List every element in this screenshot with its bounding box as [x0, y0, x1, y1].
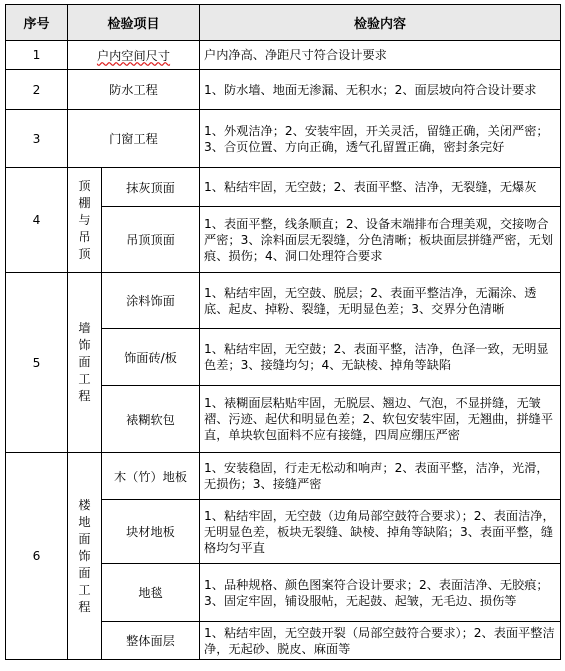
- row-subitem: 涂料饰面: [102, 273, 200, 329]
- row-subitem: 吊顶顶面: [102, 207, 200, 273]
- row-subitem: 抹灰顶面: [102, 168, 200, 207]
- row-item: 防水工程: [68, 70, 200, 110]
- table-row: [6, 273, 561, 329]
- table-row: [6, 41, 561, 70]
- row-seq: 1: [6, 41, 68, 70]
- table-row: [6, 110, 561, 168]
- row-content: 户内净高、净距尺寸符合设计要求: [200, 41, 561, 70]
- row-seq: 4: [6, 168, 68, 273]
- table-row: [6, 168, 561, 207]
- row-seq: 2: [6, 70, 68, 110]
- row-content: 1、粘结牢固，无空鼓、脱层；2、表面平整洁净，无漏涂、透底、起皮、掉粉、裂缝，无明显色差；3、交界分色清晰: [200, 273, 561, 329]
- row-content: 1、外观洁净；2、安装牢固，开关灵活，留缝正确，关闭严密；3、合页位置、方向正确，透气孔留置正确，密封条完好: [200, 110, 561, 168]
- row-content: 1、裱糊面层粘贴牢固，无脱层、翘边、气泡，不显拼缝，无皱褶、污迹、起伏和明显色差；2、软包安装牢固，无翘曲，拼缝平直，单块软包面料不应有接缝，四周应绷压严密: [200, 386, 561, 453]
- row-content: 1、表面平整，线条顺直；2、设备末端排布合理美观，交接吻合严密；3、涂料面层无裂缝，分色清晰；板块面层拼缝严密，无划痕、损伤；4、洞口处理符合要求: [200, 207, 561, 273]
- table-header-row: [6, 5, 561, 41]
- table-row: [6, 70, 561, 110]
- row-content: 1、粘结牢固，无空鼓（边角局部空鼓符合要求）；2、表面洁净，无明显色差，板块无裂缝、缺棱、掉角等缺陷；3、表面平整，缝格均匀平直: [200, 500, 561, 564]
- row-content: 1、粘结牢固，无空鼓；2、表面平整，洁净，色泽一致，无明显色差；3、接缝均匀；4、无缺棱、掉角等缺陷: [200, 329, 561, 386]
- row-content: 1、品种规格、颜色图案符合设计要求；2、表面洁净、无胶痕；3、固定牢固，铺设服帖，无起鼓、起皱，无毛边、损伤等: [200, 564, 561, 622]
- row-subitem: 饰面砖/板: [102, 329, 200, 386]
- row-subitem: 整体面层: [102, 622, 200, 660]
- row-content: 1、安装稳固，行走无松动和响声；2、表面平整，洁净，光滑，无损伤；3、接缝严密: [200, 453, 561, 500]
- row-subitem: 裱糊软包: [102, 386, 200, 453]
- header-item: 检验项目: [68, 5, 200, 41]
- row-seq: 3: [6, 110, 68, 168]
- row-subitem: 地毯: [102, 564, 200, 622]
- row-item: 户内空间尺寸: [68, 41, 200, 70]
- row-category: 顶 棚 与 吊 顶: [68, 168, 102, 273]
- row-content: 1、粘结牢固，无空鼓；2、表面平整、洁净，无裂缝，无爆灰: [200, 168, 561, 207]
- table-row: [6, 453, 561, 500]
- inspection-table: [5, 4, 561, 660]
- row-content: 1、防水墙、地面无渗漏、无积水；2、面层坡向符合设计要求: [200, 70, 561, 110]
- row-content: 1、粘结牢固，无空鼓开裂（局部空鼓符合要求）；2、表面平整洁净，无起砂、脱皮、麻面等: [200, 622, 561, 660]
- row-seq: 5: [6, 273, 68, 453]
- header-content: 检验内容: [200, 5, 561, 41]
- row-category: 楼 地 面 饰 面 工 程: [68, 453, 102, 660]
- row-subitem: 块材地板: [102, 500, 200, 564]
- row-item: 门窗工程: [68, 110, 200, 168]
- header-seq: 序号: [6, 5, 68, 41]
- row-seq: 6: [6, 453, 68, 660]
- row-category: 墙 饰 面 工 程: [68, 273, 102, 453]
- row-subitem: 木（竹）地板: [102, 453, 200, 500]
